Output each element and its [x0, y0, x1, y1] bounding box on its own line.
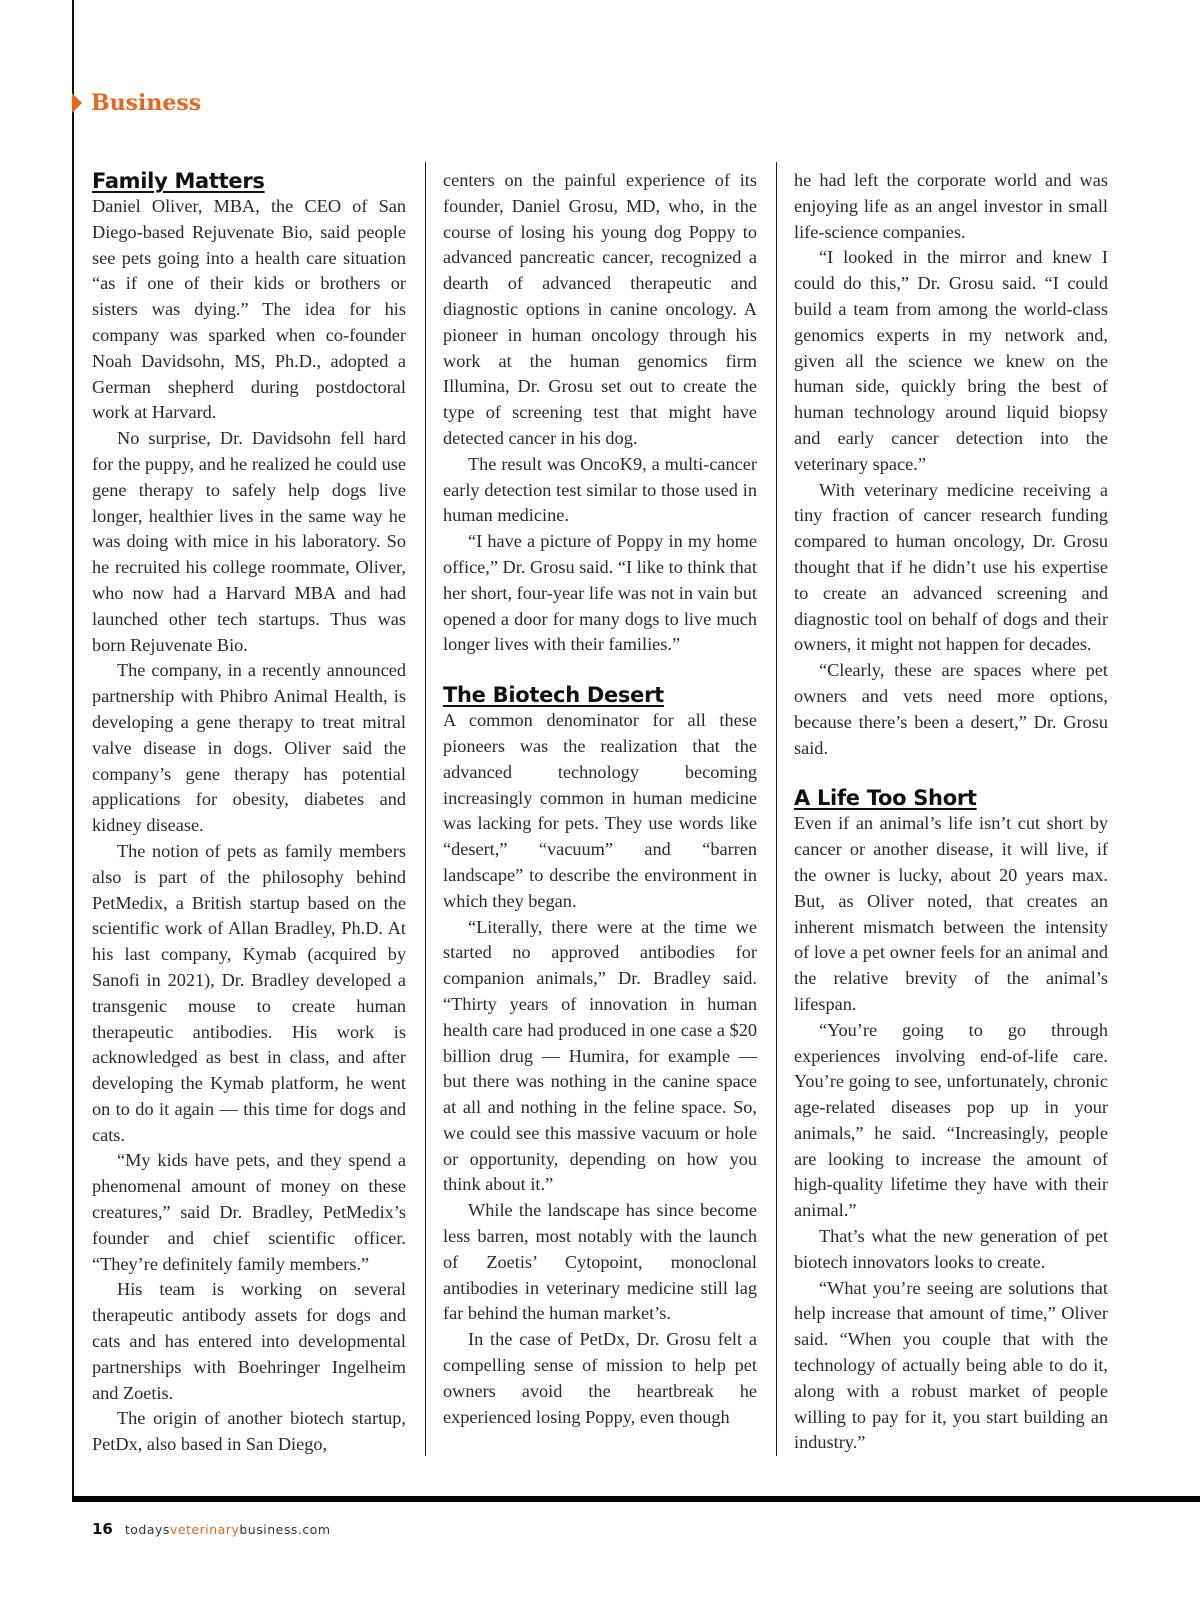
paragraph: he had left the corporate world and was enjoying life as an angel investor in small life-science companies.: [794, 170, 1108, 242]
paragraph: The notion of pets as family members also is part of the philosophy behind PetMedix, a British startup based on the scientific work of Allan Bradley, Ph.D. At his last company, Kymab (acquired by Sanofi in 2021), Dr. Bradley developed a transgenic mouse to create human therapeutic antibodies. His work is acknowledged as best in class, and after developing the Kymab platform, he went on to do it again — this time for dogs and cats.: [92, 840, 406, 1145]
site-url-suffix: business.com: [239, 1522, 331, 1537]
site-url-accent: veterinary: [169, 1522, 240, 1537]
page-footer: [92, 1520, 331, 1538]
paragraph: Daniel Oliver, MBA, the CEO of San Diego-based Rejuvenate Bio, said people see pets going into a health care situation “as if one of their kids or brothers or sisters was dying.” The idea for his company was sparked when co-founder Noah Davidsohn, MS, Ph.D., adopted a German shepherd during postdoctoral work at Harvard.: [92, 196, 406, 423]
column-divider: [425, 162, 426, 1456]
subheading-biotech-desert: The Biotech Desert: [443, 683, 664, 708]
paragraph: While the landscape has since become less barren, most notably with the launch of Zoetis’ Cytopoint, monoclonal antibodies in veterinary medicine still lag far behind the human market’s.: [443, 1200, 757, 1324]
paragraph: “I looked in the mirror and knew I could do this,” Dr. Grosu said. “I could build a team from among the world-class genomics experts in my network and, given all the science we knew on the human side, quickly bring the best of human technology around liquid biopsy and early cancer detection into the veterinary space.”: [794, 247, 1108, 474]
paragraph: His team is working on several therapeutic antibody assets for dogs and cats and has entered into developmental partnerships with Boehringer Ingelheim and Zoetis.: [92, 1279, 406, 1403]
paragraph: The origin of another biotech startup, PetDx, also based in San Diego,: [92, 1408, 406, 1455]
paragraph: “Literally, there were at the time we started no approved antibodies for companion animals,” Dr. Bradley said. “Thirty years of innovation in human health care had produced in one case a $20 billion drug — Humira, for example — but there was nothing in the canine space at all and nothing in the feline space. So, we could see this massive vacuum or hole or opportunity, depending on how you think about it.”: [443, 916, 757, 1195]
section-label: Business: [91, 90, 202, 116]
section-header: [72, 88, 201, 118]
site-url: [125, 1522, 331, 1537]
subheading-family-matters: Family Matters: [92, 169, 265, 193]
paragraph: A common denominator for all these pioneers was the realization that the advanced technology becoming increasingly common in human medicine was lacking for pets. They use words like “desert,” “vacuum” and “barren landscape” to describe the environment in which they began.: [443, 710, 757, 911]
paragraph: The company, in a recently announced partnership with Phibro Animal Health, is developing a gene therapy to treat mitral valve disease in dogs. Oliver said the company’s gene therapy has potential applications for obesity, diabetes and kidney disease.: [92, 660, 406, 836]
left-margin-rule: [72, 0, 74, 1496]
article-column-1: [92, 168, 406, 1458]
page-number: 16: [92, 1520, 113, 1538]
subheading-life-too-short: A Life Too Short: [794, 786, 977, 811]
triangle-marker-icon: [72, 93, 82, 113]
column-divider: [776, 162, 777, 1456]
paragraph: Even if an animal’s life isn’t cut short by cancer or another disease, it will live, if the owner is lucky, about 20 years max. But, as Oliver noted, that creates an inherent mismatch between the intensity of love a pet owner feels for an animal and the relative brevity of the animal’s lifespan.: [794, 813, 1108, 1014]
article-column-3: [794, 168, 1108, 1456]
paragraph: centers on the painful experience of its founder, Daniel Grosu, MD, who, in the course of losing his young dog Poppy to advanced pancreatic cancer, recognized a dearth of advanced therapeutic and diagnostic options in canine oncology. A pioneer in human oncology through his work at the human genomics firm Illumina, Dr. Grosu set out to create the type of screening test that might have detected cancer in his dog.: [443, 170, 757, 448]
paragraph: “What you’re seeing are solutions that help increase that amount of time,” Oliver said. “When you couple that with the technology of actually being able to do it, along with a robust market of people willing to pay for it, you start building an industry.”: [794, 1277, 1108, 1453]
paragraph: With veterinary medicine receiving a tiny fraction of cancer research funding compared to human oncology, Dr. Grosu thought that if he didn’t use his expertise to create an advanced screening and diagnostic tool on behalf of dogs and their owners, it might not happen for decades.: [794, 479, 1108, 655]
footer-rule: [72, 1496, 1200, 1502]
article-column-2: [443, 168, 757, 1430]
paragraph: That’s what the new generation of pet biotech innovators looks to create.: [794, 1226, 1108, 1272]
paragraph: The result was OncoK9, a multi-cancer early detection test similar to those used in human medicine.: [443, 453, 757, 526]
paragraph: “You’re going to go through experiences involving end-of-life care. You’re going to see, unfortunately, chronic age-related diseases pop up in your animals,” he said. “Increasingly, people are looking to increase the amount of high-quality lifetime they have with their animal.”: [794, 1019, 1108, 1221]
paragraph: In the case of PetDx, Dr. Grosu felt a compelling sense of mission to help pet owners avoid the heartbreak he experienced losing Poppy, even though: [443, 1329, 757, 1427]
paragraph: “Clearly, these are spaces where pet owners and vets need more options, because there’s been a desert,” Dr. Grosu said.: [794, 660, 1108, 758]
paragraph: “I have a picture of Poppy in my home office,” Dr. Grosu said. “I like to think that her short, four-year life was not in vain but opened a door for many dogs to live much longer lives with their families.”: [443, 531, 757, 655]
paragraph: No surprise, Dr. Davidsohn fell hard for the puppy, and he realized he could use gene therapy to safely help dogs live longer, healthier lives in the same way he was doing with mice in his laboratory. So he recruited his college roommate, Oliver, who now had a Harvard MBA and had launched other tech startups. Thus was born Rejuvenate Bio.: [92, 428, 406, 655]
site-url-prefix: todays: [124, 1522, 170, 1537]
paragraph: “My kids have pets, and they spend a phenomenal amount of money on these creatures,” said Dr. Bradley, PetMedix’s founder and chief scientific officer. “They’re definitely family members.”: [92, 1150, 406, 1274]
